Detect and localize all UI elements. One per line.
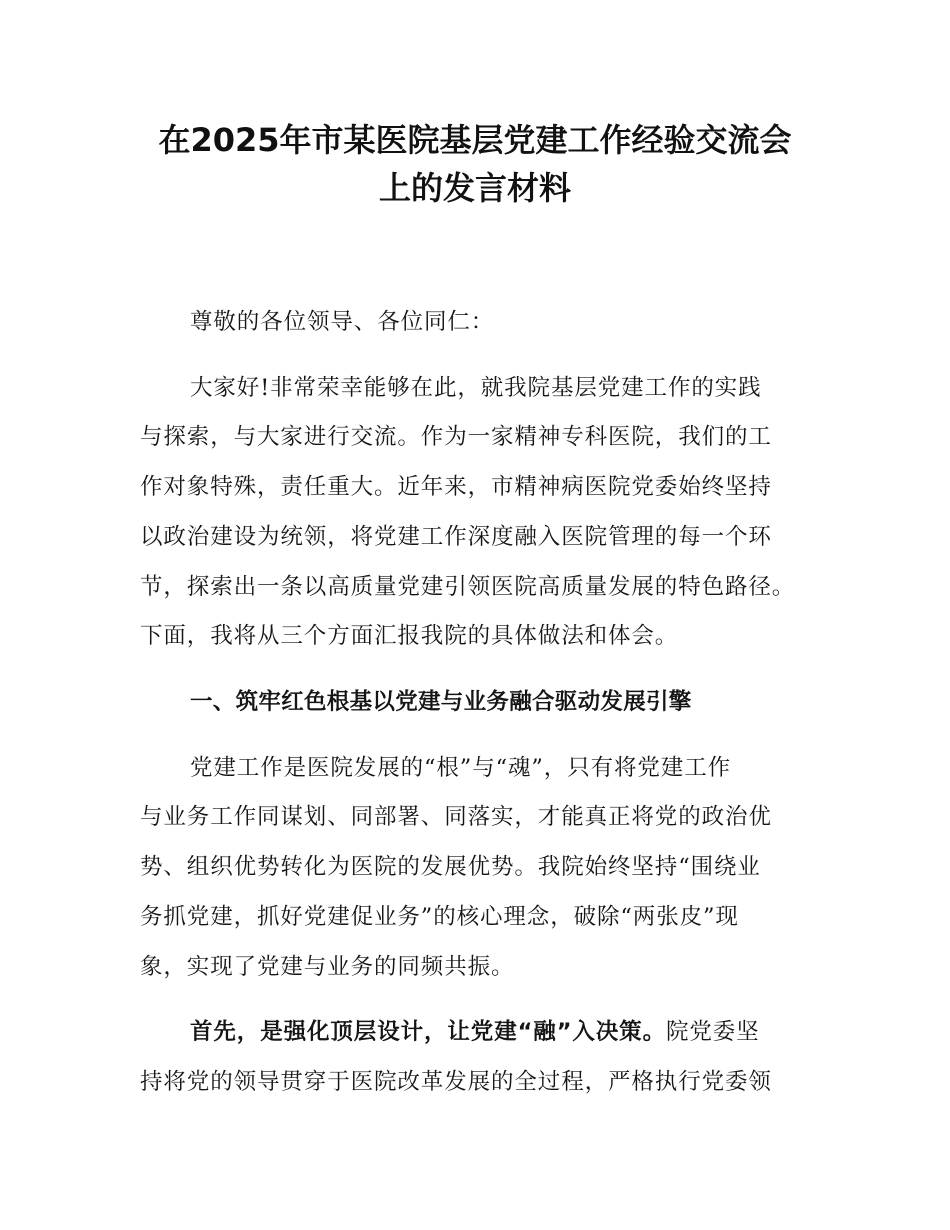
intro-line-5: 节，探索出一条以高质量党建引领医院高质量发展的特色路径。 xyxy=(140,574,796,600)
point-1-continuation: 院党委坚 xyxy=(665,1019,760,1045)
intro-line-2: 与探索，与大家进行交流。作为一家精神专科医院，我们的工 xyxy=(140,424,772,450)
section-1-para-line-4: 务抓党建，抓好党建促业务”的核心理念，破除“两张皮”现 xyxy=(140,904,739,930)
section-1-heading: 一、筑牢红色根基以党建与业务融合驱动发展引擎 xyxy=(190,689,692,715)
salutation: 尊敬的各位领导、各位同仁： xyxy=(190,309,495,335)
section-1-para-line-5: 象，实现了党建与业务的同频共振。 xyxy=(140,954,515,980)
intro-line-3: 作对象特殊，责任重大。近年来，市精神病医院党委始终坚持 xyxy=(140,474,772,500)
intro-line-4: 以政治建设为统领，将党建工作深度融入医院管理的每一个环 xyxy=(140,524,772,550)
point-1-line-2: 持将党的领导贯穿于医院改革发展的全过程，严格执行党委领 xyxy=(140,1069,772,1095)
section-1-para-line-2: 与业务工作同谋划、同部署、同落实，才能真正将党的政治优 xyxy=(140,804,772,830)
point-1-line-1 xyxy=(190,1016,760,1048)
document-title-line-1: 在2025年市某医院基层党建工作经验交流会 xyxy=(158,121,792,159)
section-1-para-line-1: 党建工作是医院发展的“根”与“魂”，只有将党建工作 xyxy=(190,755,732,781)
point-1-lead: 首先，是强化顶层设计，让党建“融”入决策。 xyxy=(190,1019,666,1045)
document-title-line-2: 上的发言材料 xyxy=(378,169,571,207)
intro-line-1: 大家好!非常荣幸能够在此，就我院基层党建工作的实践 xyxy=(190,375,762,401)
intro-line-6: 下面，我将从三个方面汇报我院的具体做法和体会。 xyxy=(140,623,679,649)
section-1-para-line-3: 势、组织优势转化为医院的发展优势。我院始终坚持“围绕业 xyxy=(140,854,761,880)
